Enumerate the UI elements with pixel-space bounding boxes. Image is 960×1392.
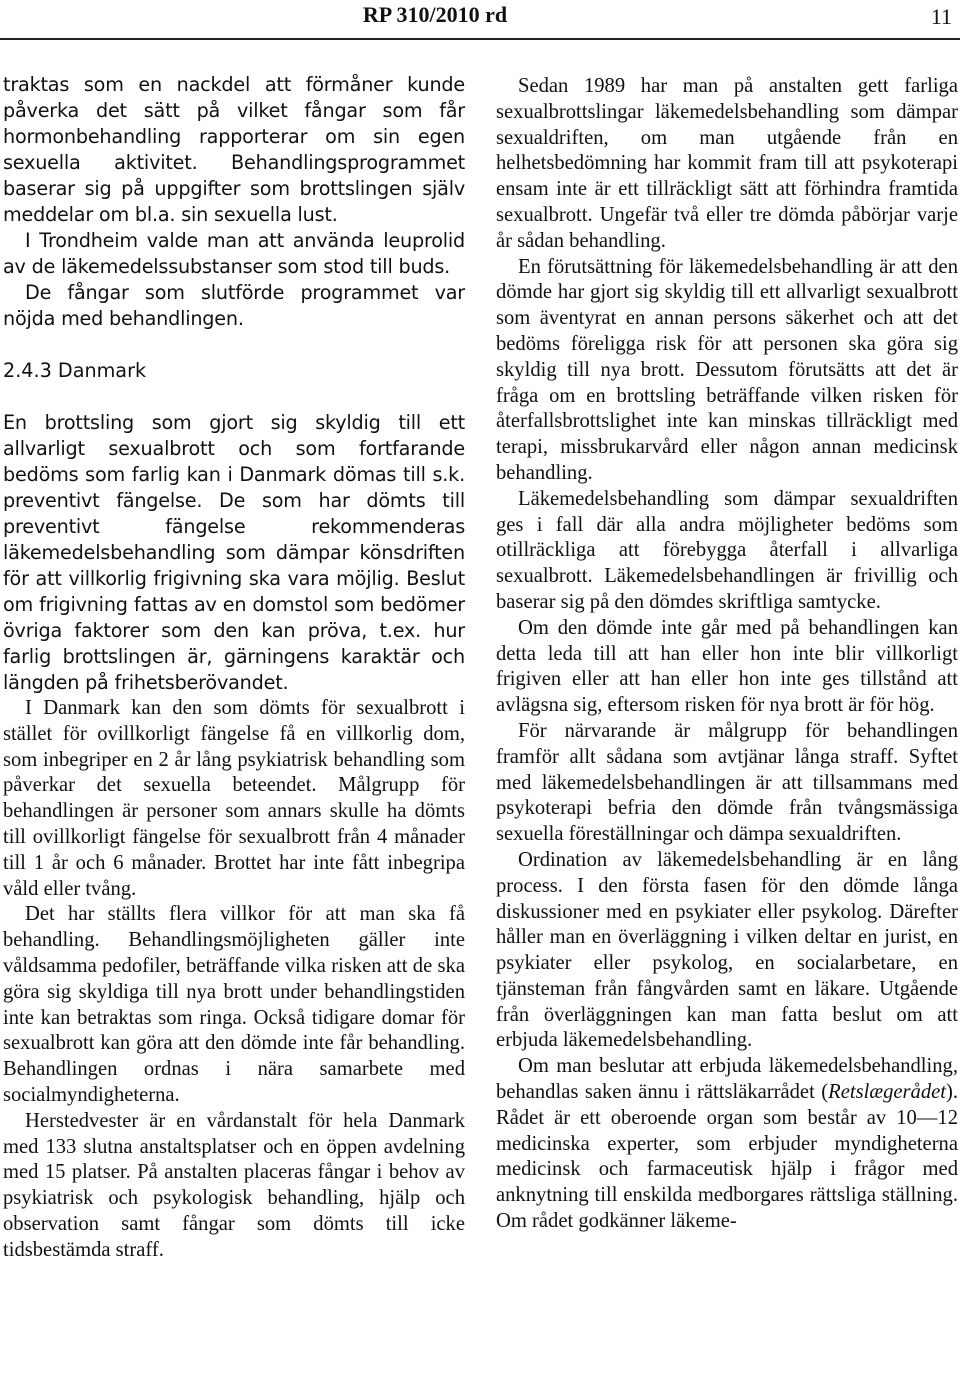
text-run: ). Rådet är ett oberoende organ som består av 10—12 medicinska experter, som erbjuder myndigheterna medicinsk och farmaceutisk hjälp i frågor med anknytning till enskilda medborgares rättsliga ställning. Om rådet godkänner läkeme- <box>496 1081 958 1233</box>
paragraph: I Trondheim valde man att använda leuprolid av de läkemedelssubstanser som stod till buds. <box>3 229 465 278</box>
header-divider <box>0 38 960 40</box>
section-heading: 2.4.3 Danmark <box>3 359 147 382</box>
paragraph: Om den dömde inte går med på behandlingen kan detta leda till att han eller hon inte blir villkorligt frigiven eller att han eller hon inte ges tillstånd att avlägsna sig, eftersom risken för nya brott är för hög. <box>496 616 958 717</box>
page-header <box>0 0 960 40</box>
paragraph: En förutsättning för läkemedelsbehandling är att den dömde har gjort sig skyldig till ett allvarligt sexualbrott som äventyrat en annan persons säkerhet och att det bedöms föreligga risk för att personen ska göra sig skyldig till nya brott. Dessutom förutsätts att det är fråga om en brottsling beträffande vilken risken för återfallsbrottslighet inte kan minskas tillräckligt med terapi, missbrukarvård eller någon annan medicinsk behandling. <box>496 255 958 484</box>
paragraph: Herstedvester är en vårdanstalt för hela Danmark med 133 slutna anstaltsplatser och en öppen avdelning med 15 platser. På anstalten placeras fångar i behov av psykiatrisk och psykologisk behandling, hjälp och observation samt fångar som dömts till icke tidsbestämda straff. <box>3 1109 465 1261</box>
paragraph: Ordination av läkemedelsbehandling är en lång process. I den första fasen för den dömde långa diskussioner med en psykiater eller psykolog. Därefter håller man en överläggning i vilken deltar en jurist, en psykiater eller psykolog, en socialarbetare, en tjänsteman från fångvården samt en läkare. Utgående från överläggningen kan man fatta beslut om att erbjuda läkemedelsbehandling. <box>496 848 958 1052</box>
spacer <box>3 384 465 410</box>
left-column <box>3 72 465 1264</box>
paragraph <box>496 1054 958 1235</box>
paragraph: Läkemedelsbehandling som dämpar sexualdriften ges i fall där alla andra möjligheter bedöms som otillräckliga att förebygga återfall i allvarliga sexualbrott. Läkemedelsbehandlingen är frivillig och baserar sig på den dömdes skriftliga samtycke. <box>496 487 958 613</box>
paragraph: Det har ställts flera villkor för att man ska få behandling. Behandlingsmöjligheten gäller inte våldsamma pedofiler, beträffande vilka risken att de ska göra sig skyldiga till nya brott under behandlingstiden inte kan betraktas som ringa. Också tidigare domar för sexualbrott kan göra att den dömde inte får behandling. Behandlingen ordnas i nära samarbete med socialmyndigheterna. <box>3 903 465 1106</box>
paragraph: I Danmark kan den som dömts för sexualbrott i stället för ovillkorligt fängelse få en villkorlig dom, som inbegriper en 2 år lång psykiatrisk behandling som påverkar det sexuella beteendet. Målgrupp för behandlingen är personer som annars skulle ha dömts till ovillkorligt fängelse för sexualbrott från 4 månader till 1 år och 6 månader. Brottet har inte fått inbegripa våld eller tvång. <box>3 697 465 900</box>
page-number: 11 <box>930 4 952 29</box>
paragraph: De fångar som slutförde programmet var nöjda med behandlingen. <box>3 281 465 330</box>
document-reference: RP 310/2010 rd <box>362 2 508 27</box>
spacer <box>3 332 465 358</box>
paragraph: Sedan 1989 har man på anstalten gett farliga sexualbrottslingar läkemedelsbehandling som dämpar sexualdriften, om man utgående från en helhetsbedömning har kommit fram till att psykoterapi ensam inte är ett tillräckligt sätt att förhindra framtida sexualbrott. Ungefär två eller tre dömda påbörjar varje år sådan behandling. <box>496 75 958 252</box>
right-column <box>496 74 958 1235</box>
paragraph: traktas som en nackdel att förmåner kunde påverka det sätt på vilket fångar som får hormonbehandling rapporterar om sin egen sexuella aktivitet. Behandlingsprogrammet baserar sig på uppgifter som brottslingen själv meddelar om bl.a. sin sexuella lust. <box>3 73 465 226</box>
paragraph: En brottsling som gjort sig skyldig till ett allvarligt sexualbrott och som fortfarande bedöms som farlig kan i Danmark dömas till s.k. preventivt fängelse. De som har dömts till preventivt fängelse rekommenderas läkemedelsbehandling som dämpar könsdriften för att villkorlig frigivning ska vara möjlig. Beslut om frigivning fattas av en domstol som bedömer övriga faktorer som den kan pröva, t.ex. hur farlig brottslingen är, gärningens karaktär och längden på frihetsberövandet. <box>3 411 465 694</box>
italic-term: Retslægerådet <box>828 1081 946 1104</box>
text-run: Om man beslutar att erbjuda läkemedelsbehandling, behandlas saken ännu i rättsläkarrådet ( <box>496 1055 958 1104</box>
paragraph: För närvarande är målgrupp för behandlingen framför allt sådana som avtjänar långa straff. Syftet med läkemedelsbehandlingen är att tillsammans med psykoterapi befria den dömde från tvångsmässiga sexuella föreställningar och dämpa sexualdriften. <box>496 719 958 846</box>
